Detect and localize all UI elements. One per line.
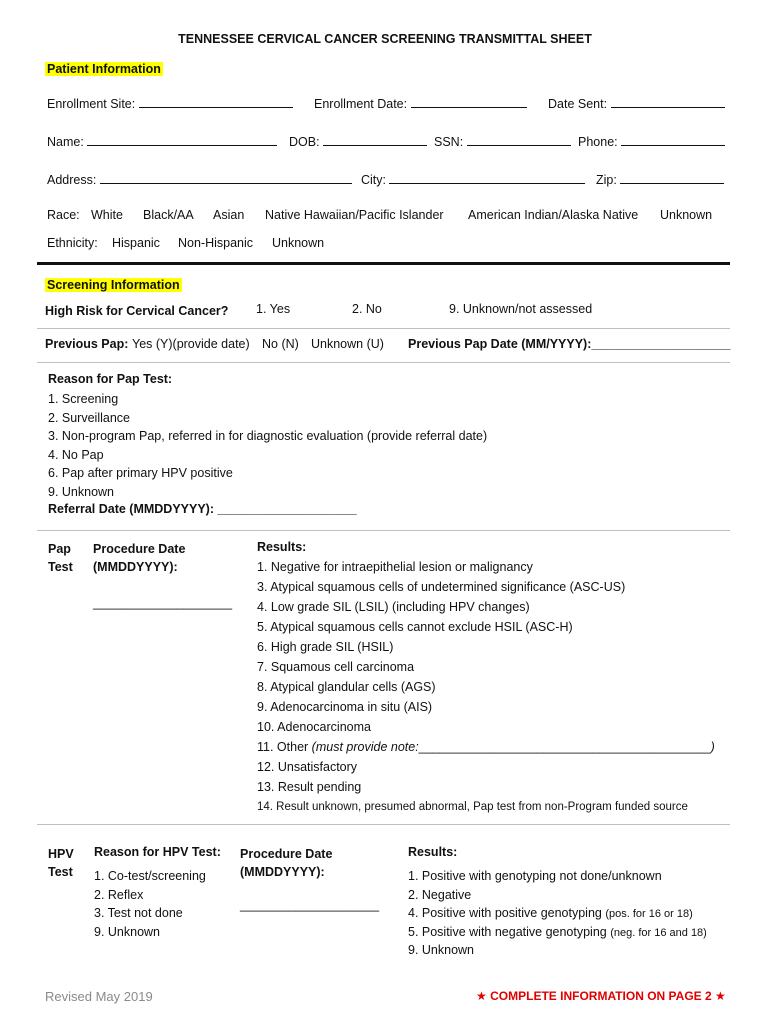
revised-date: Revised May 2019 <box>45 989 153 1004</box>
divider <box>37 824 730 825</box>
other-prefix: 11. Other <box>257 740 312 754</box>
other-italic: (must provide note: <box>311 740 419 754</box>
pap-procedure-line1: Procedure Date <box>93 542 186 556</box>
name-label: Name: <box>47 135 84 149</box>
pap-result-other[interactable] <box>257 737 715 757</box>
dob-line[interactable] <box>323 132 427 146</box>
other-close: ) <box>710 740 715 754</box>
previous-pap-option-no[interactable]: No (N) <box>262 337 299 351</box>
city-field[interactable] <box>361 170 585 187</box>
hpv-reason-header: Reason for HPV Test: <box>94 845 221 859</box>
hpv-result-text: 2. Negative <box>408 887 472 902</box>
reason-option[interactable]: 1. Screening <box>48 392 119 406</box>
pap-result-option[interactable]: 6. High grade SIL (HSIL) <box>257 640 394 654</box>
pap-result-option[interactable]: 5. Atypical squamous cells cannot exclude HSIL (ASC-H) <box>257 620 573 634</box>
complete-info-text: COMPLETE INFORMATION ON PAGE 2 <box>490 989 712 1003</box>
race-option-pacific-islander[interactable]: Native Hawaiian/Pacific Islander <box>265 208 444 222</box>
divider <box>37 530 730 531</box>
hpv-result-option[interactable] <box>408 923 707 942</box>
pap-result-option[interactable]: 12. Unsatisfactory <box>257 760 358 774</box>
city-label: City: <box>361 173 386 187</box>
hpv-procedure-date-blank[interactable]: ____________________ <box>240 898 380 912</box>
pap-label-line2: Test <box>48 560 73 574</box>
zip-label: Zip: <box>596 173 617 187</box>
pap-procedure-date-blank[interactable]: ____________________ <box>93 596 233 610</box>
hpv-label-line1: HPV <box>48 847 74 861</box>
reason-option[interactable]: 9. Unknown <box>48 484 115 499</box>
reason-for-pap-list <box>48 390 487 501</box>
star-icon: ★ <box>715 989 726 1003</box>
high-risk-option-unknown[interactable]: 9. Unknown/not assessed <box>449 302 593 316</box>
date-sent-label: Date Sent: <box>548 97 608 111</box>
hpv-reason-option[interactable]: 3. Test not done <box>94 906 183 920</box>
star-icon: ★ <box>476 989 487 1003</box>
reason-option[interactable]: 4. No Pap <box>48 447 104 462</box>
hpv-result-text: 4. Positive with positive genotyping <box>408 906 606 920</box>
address-field[interactable] <box>47 170 352 187</box>
enrollment-date-line[interactable] <box>411 94 527 108</box>
pap-procedure-line2: (MMDDYYYY): <box>93 560 178 574</box>
dob-label: DOB: <box>289 135 320 149</box>
pap-results-header: Results: <box>257 540 307 554</box>
reason-option[interactable]: 2. Surveillance <box>48 410 130 425</box>
previous-pap-option-yes[interactable]: Yes (Y)(provide date) <box>132 337 250 351</box>
previous-pap-date-blank[interactable]: ____________________ <box>591 337 731 351</box>
name-line[interactable] <box>87 132 277 146</box>
hpv-reason-list <box>94 867 206 941</box>
race-option-american-indian[interactable]: American Indian/Alaska Native <box>468 208 639 222</box>
enrollment-site-label: Enrollment Site: <box>47 97 136 111</box>
pap-result-option[interactable]: 4. Low grade SIL (LSIL) (including HPV changes) <box>257 600 530 614</box>
enrollment-site-line[interactable] <box>139 94 293 108</box>
hpv-result-option[interactable] <box>408 941 707 960</box>
screening-section-header <box>45 278 182 292</box>
hpv-result-option[interactable] <box>408 867 707 886</box>
hpv-result-text: 9. Unknown <box>408 943 475 957</box>
pap-procedure-date-label <box>93 540 185 576</box>
referral-date-blank[interactable]: ____________________ <box>217 502 357 516</box>
address-line[interactable] <box>100 170 352 184</box>
high-risk-option-no[interactable]: 2. No <box>352 302 382 316</box>
hpv-result-text: 1. Positive with genotyping not done/unknown <box>408 869 662 883</box>
city-line[interactable] <box>389 170 585 184</box>
name-field[interactable] <box>47 132 277 149</box>
date-sent-line[interactable] <box>611 94 725 108</box>
hpv-results-header: Results: <box>408 845 458 859</box>
other-blank[interactable]: __________________________________________ <box>418 740 711 754</box>
referral-date-label: Referral Date (MMDDYYYY): <box>48 502 215 516</box>
race-option-unknown[interactable]: Unknown <box>660 208 713 222</box>
patient-section-header <box>45 62 163 76</box>
enrollment-date-label: Enrollment Date: <box>314 97 408 111</box>
pap-result-option[interactable]: 14. Result unknown, presumed abnormal, Pap test from non-Program funded source <box>257 801 688 813</box>
pap-result-option[interactable]: 9. Adenocarcinoma in situ (AIS) <box>257 700 433 714</box>
ethnicity-option-unknown[interactable]: Unknown <box>272 236 325 250</box>
hpv-reason-option[interactable]: 2. Reflex <box>94 887 144 902</box>
enrollment-site-field[interactable] <box>47 94 293 111</box>
race-option-black[interactable]: Black/AA <box>143 208 194 222</box>
pap-result-option[interactable]: 10. Adenocarcinoma <box>257 720 371 734</box>
ssn-label: SSN: <box>434 135 464 149</box>
zip-field[interactable] <box>596 170 724 187</box>
hpv-reason-option[interactable]: 1. Co-test/screening <box>94 869 206 883</box>
ssn-line[interactable] <box>467 132 571 146</box>
divider <box>37 362 730 363</box>
complete-info-note <box>476 989 726 1003</box>
date-sent-field[interactable] <box>548 94 725 111</box>
hpv-result-text: 5. Positive with negative genotyping <box>408 924 611 939</box>
address-label: Address: <box>47 173 97 187</box>
zip-line[interactable] <box>620 170 724 184</box>
previous-pap-option-unknown[interactable]: Unknown (U) <box>311 337 384 351</box>
pap-result-option[interactable]: 13. Result pending <box>257 780 362 794</box>
section-divider <box>37 262 730 265</box>
hpv-procedure-line1: Procedure Date <box>240 847 333 861</box>
previous-pap-label: Previous Pap: <box>45 337 129 351</box>
high-risk-label: High Risk for Cervical Cancer? <box>45 304 229 318</box>
hpv-test-label <box>48 845 74 881</box>
reason-option[interactable]: 3. Non-program Pap, referred in for diagnostic evaluation (provide referral date) <box>48 429 488 443</box>
previous-pap-date-field[interactable] <box>408 337 730 351</box>
pap-result-option[interactable]: 3. Atypical squamous cells of undetermined significance (ASC-US) <box>257 580 626 594</box>
ethnicity-label: Ethnicity: <box>47 236 98 250</box>
hpv-reason-option[interactable]: 9. Unknown <box>94 924 161 939</box>
divider <box>37 328 730 329</box>
hpv-label-line2: Test <box>48 865 73 879</box>
reason-for-pap-header: Reason for Pap Test: <box>48 372 173 386</box>
pap-label-line1: Pap <box>48 542 71 556</box>
pap-result-option[interactable]: 1. Negative for intraepithelial lesion or malignancy <box>257 560 533 574</box>
hpv-results-list <box>408 867 707 960</box>
hpv-result-option[interactable] <box>408 904 707 923</box>
patient-header-text: Patient Information <box>47 62 161 76</box>
race-option-white[interactable]: White <box>91 208 123 222</box>
hpv-result-option[interactable] <box>408 886 707 905</box>
phone-line[interactable] <box>621 132 725 146</box>
enrollment-date-field[interactable] <box>314 94 527 111</box>
hpv-procedure-date-label <box>240 845 332 881</box>
phone-field[interactable] <box>578 132 725 149</box>
pap-result-option[interactable]: 8. Atypical glandular cells (AGS) <box>257 680 436 694</box>
referral-date-field[interactable] <box>48 502 357 516</box>
ssn-field[interactable] <box>434 132 571 149</box>
ethnicity-option-non-hispanic[interactable]: Non-Hispanic <box>178 236 254 250</box>
race-option-asian[interactable]: Asian <box>213 208 245 222</box>
dob-field[interactable] <box>289 132 427 149</box>
hpv-result-note: (neg. for 16 and 18) <box>610 926 707 939</box>
hpv-procedure-line2: (MMDDYYYY): <box>240 865 325 879</box>
ethnicity-option-hispanic[interactable]: Hispanic <box>112 236 160 250</box>
pap-results-list <box>257 557 715 817</box>
high-risk-option-yes[interactable]: 1. Yes <box>256 302 291 316</box>
previous-pap-date-label: Previous Pap Date (MM/YYYY): <box>408 337 592 351</box>
hpv-result-note: (pos. for 16 or 18) <box>605 908 693 920</box>
pap-result-option[interactable]: 7. Squamous cell carcinoma <box>257 660 415 674</box>
phone-label: Phone: <box>578 135 618 149</box>
page-title: TENNESSEE CERVICAL CANCER SCREENING TRANSMITTAL SHEET <box>178 32 592 46</box>
pap-test-label <box>48 540 73 576</box>
reason-option[interactable]: 6. Pap after primary HPV positive <box>48 466 233 480</box>
screening-header-text: Screening Information <box>47 278 180 292</box>
race-label: Race: <box>47 208 80 222</box>
